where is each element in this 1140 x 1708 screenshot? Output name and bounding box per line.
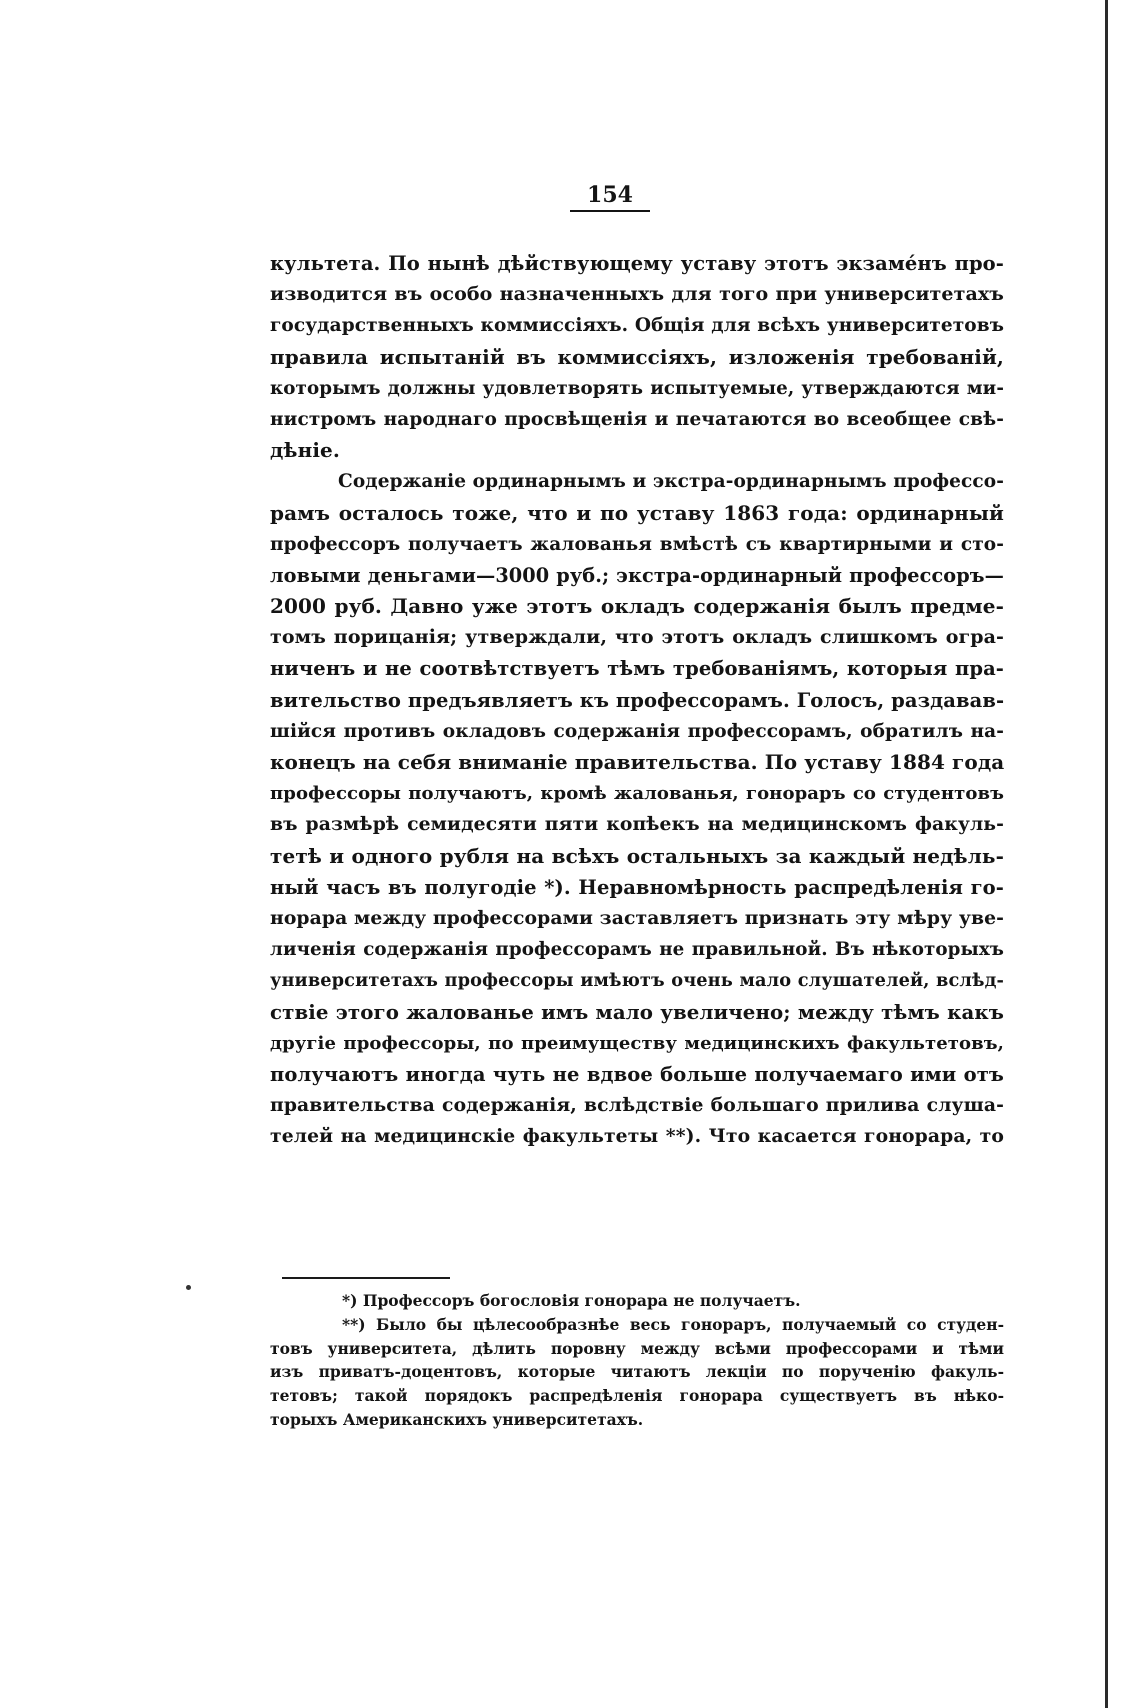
text-line: которымъ должны удовлетворять испытуемые, утверждаются ми- [270,377,1004,399]
page-edge-line [1105,0,1108,1708]
text-line: дѣніе. [270,438,340,463]
page-number: 154 [570,184,650,212]
text-line: другіе профессоры, по преимуществу медицинскихъ факультетовъ, [270,1032,1004,1054]
footnote-line: торыхъ Американскихъ университетахъ. [270,1409,644,1429]
text-line: 2000 руб. Давно уже этотъ окладъ содержанія былъ предме- [270,594,1004,619]
footnotes [270,1289,1004,1432]
text-line: ниченъ и не соотвѣтствуетъ тѣмъ требованіямъ, которыя пра- [270,657,1004,681]
scan-speck [186,1285,191,1290]
text-line: изводится въ особо назначенныхъ для того при университетахъ [270,283,1004,306]
text-line: норара между профессорами заставляетъ признать эту мѣру уве- [270,906,1004,929]
text-line: получаютъ иногда чуть не вдвое больше получаемаго ими отъ [270,1062,1004,1086]
text-line: телей на медицинскіе факультеты **). Что касается гонорара, то [270,1125,1004,1148]
text-line: личенія содержанія профессорамъ не правильной. Въ нѣкоторыхъ [270,939,1004,961]
text-line: правительства содержанія, вслѣдствіе большаго прилива слуша- [270,1094,1004,1117]
text-line: въ размѣрѣ семидесяти пяти копѣекъ на медицинскомъ факуль- [270,813,1004,836]
footnote-line: тетовъ; такой порядокъ распредѣленія гонорара существуетъ въ нѣко- [270,1386,1004,1406]
text-line: ствіе этого жалованье имъ мало увеличено; между тѣмъ какъ [270,999,1004,1024]
footnote-divider [282,1277,450,1279]
text-line: профессоръ получаетъ жалованья вмѣстѣ съ квартирными и сто- [270,533,1004,555]
text-line: культета. По нынѣ дѣйствующему уставу этотъ экзаме́нъ про- [270,252,1004,275]
text-line: конецъ на себя вниманіе правительства. По уставу 1884 года [270,750,1005,774]
text-line: профессоры получаютъ, кромѣ жалованья, гонораръ со студентовъ [270,783,1004,805]
text-line: Содержаніе ординарнымъ и экстра-ординарнымъ профессо- [338,471,1004,493]
text-line: государственныхъ коммиссіяхъ. Общія для всѣхъ университетовъ [270,315,1004,337]
footnote-line: *) Профессоръ богословія гонорара не получаетъ. [342,1291,801,1310]
footnote-line: **) Было бы цѣлесообразнѣе весь гонораръ, получаемый со студен- [342,1314,1004,1334]
text-line: ный часъ въ полугодіе *). Неравномѣрность распредѣленія го- [270,875,1004,899]
text-line: правила испытаній въ коммиссіяхъ, изложенія требованій, [270,344,1004,369]
footnote-line: изъ приватъ-доцентовъ, которые читаютъ лекціи по порученію факуль- [270,1362,1004,1382]
main-text [270,248,1004,1152]
text-line: томъ порицанія; утверждали, что этотъ окладъ слишкомъ огра- [270,626,1004,649]
text-line: университетахъ профессоры имѣютъ очень мало слушателей, вслѣд- [270,970,1004,992]
footnote-line: товъ университета, дѣлить поровну между всѣми профессорами и тѣми [270,1338,1004,1358]
text-line: рамъ осталось тоже, что и по уставу 1863 года: ординарный [270,500,1004,525]
text-line: шійся противъ окладовъ содержанія профессорамъ, обратилъ на- [270,720,1004,742]
text-line: ловыми деньгами—3000 руб.; экстра-ординарный профессоръ— [270,563,1004,587]
text-line: тетѣ и одного рубля на всѣхъ остальныхъ за каждый недѣль- [270,843,1004,868]
text-line: вительство предъявляетъ къ профессорамъ. Голосъ, раздавав- [270,688,1005,712]
text-line: нистромъ народнаго просвѣщенія и печатаются во всеобщее свѣ- [270,408,1004,430]
